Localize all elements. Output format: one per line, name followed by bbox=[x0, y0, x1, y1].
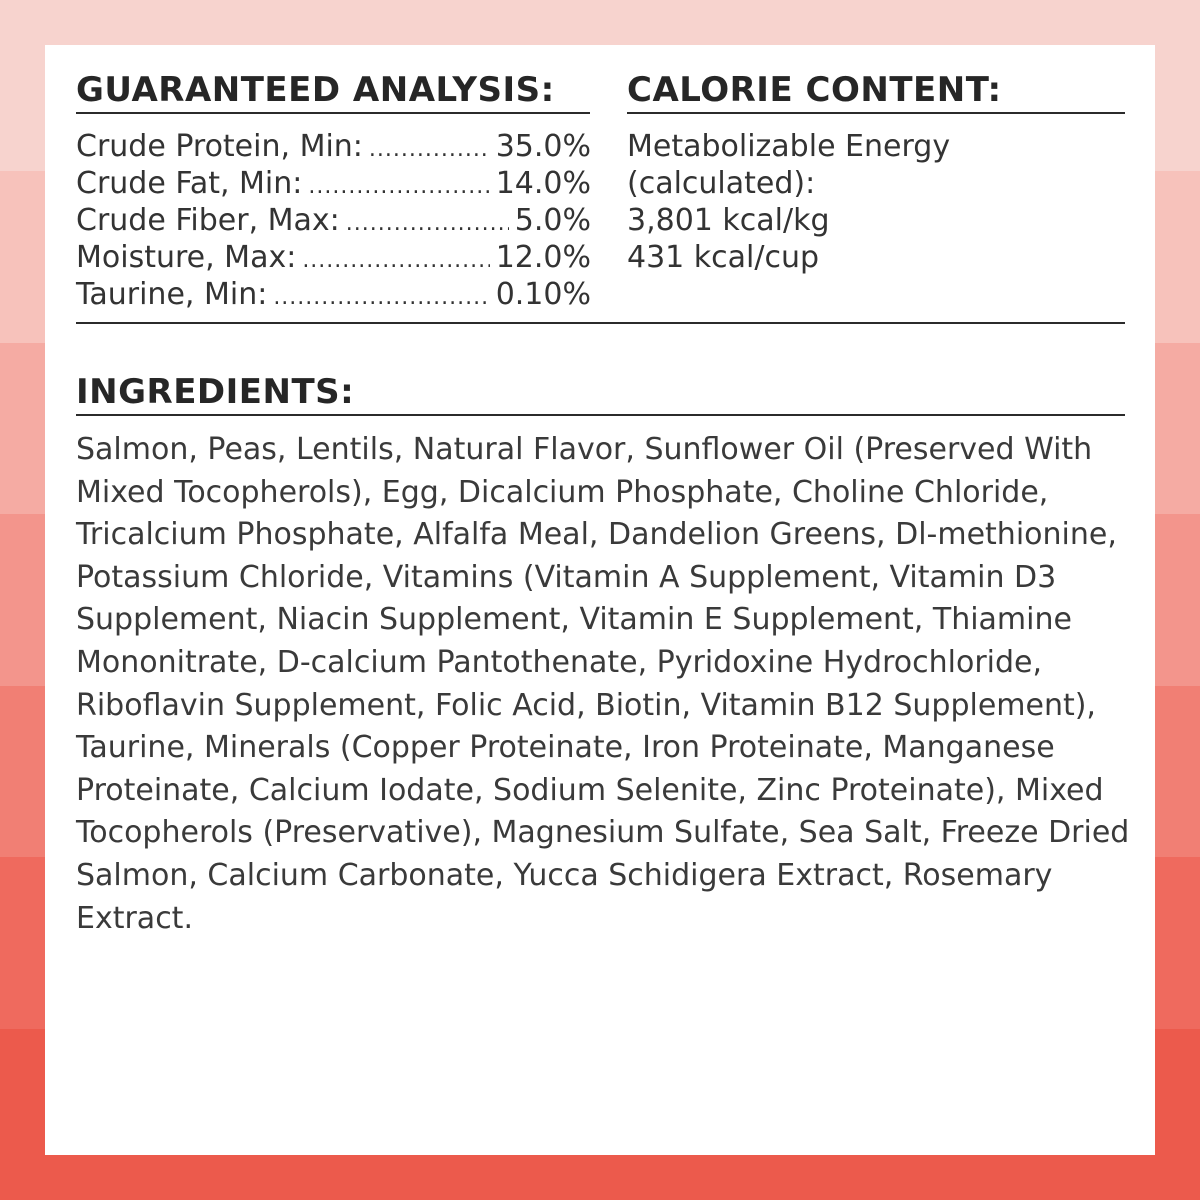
analysis-label: Taurine, Min: bbox=[76, 277, 268, 312]
dot-leader bbox=[346, 205, 509, 242]
analysis-label: Crude Protein, Min: bbox=[76, 129, 363, 164]
calorie-content-rule bbox=[627, 112, 1125, 114]
ingredients-list: Salmon, Peas, Lentils, Natural Flavor, Sunflower Oil (Preserved With Mixed Tocopherols), Egg, Dicalcium Phosphate, Choline Chloride, Tricalcium Phosphate, Alfalfa Meal, Dandelion Greens, Dl-methionine, Potassium Chloride, Vitamins (Vitamin A Supplement, Vitamin D3 Supplement, Niacin Supplement, Vitamin E Supplement, Thiamine Mononitrate, D-calcium Pantothenate, Pyridoxine Hydrochloride, Riboflavin Supplement, Folic Acid, Biotin, Vitamin B12 Supplement), Taurine, Minerals (Copper Proteinate, Iron Proteinate, Manganese Proteinate, Calcium Iodate, Sodium Selenite, Zinc Proteinate), Mixed Tocopherols (Preservative), Magnesium Sulfate, Sea Salt, Freeze Dried Salmon, Calcium Carbonate, Yucca Schidigera Extract, Rosemary Extract. bbox=[76, 432, 1130, 936]
analysis-label: Moisture, Max: bbox=[76, 240, 297, 275]
analysis-row-moisture bbox=[76, 239, 591, 276]
guaranteed-analysis-title: GUARANTEED ANALYSIS: bbox=[76, 70, 555, 110]
calorie-content-title: CALORIE CONTENT: bbox=[627, 70, 1002, 110]
analysis-value: 5.0% bbox=[514, 203, 591, 238]
ingredients-title: INGREDIENTS: bbox=[76, 372, 355, 412]
dot-leader bbox=[273, 279, 489, 316]
calorie-line: Metabolizable Energy bbox=[627, 129, 951, 164]
analysis-value: 12.0% bbox=[495, 240, 591, 275]
section-divider bbox=[76, 322, 1125, 324]
analysis-row-crude-fat bbox=[76, 165, 591, 202]
calorie-line: 431 kcal/cup bbox=[627, 240, 820, 275]
analysis-value: 35.0% bbox=[495, 129, 591, 164]
ingredients-rule bbox=[76, 414, 1125, 416]
dot-leader bbox=[369, 131, 490, 168]
label-card bbox=[45, 45, 1155, 1155]
dot-leader bbox=[302, 242, 489, 279]
analysis-label: Crude Fiber, Max: bbox=[76, 203, 340, 238]
analysis-row-crude-fiber bbox=[76, 202, 591, 239]
guaranteed-analysis-rule bbox=[76, 112, 590, 114]
analysis-row-crude-protein bbox=[76, 128, 591, 165]
analysis-label: Crude Fat, Min: bbox=[76, 166, 303, 201]
analysis-value: 0.10% bbox=[495, 277, 591, 312]
calorie-line: (calculated): bbox=[627, 166, 816, 201]
analysis-value: 14.0% bbox=[495, 166, 591, 201]
calorie-line: 3,801 kcal/kg bbox=[627, 203, 830, 238]
analysis-row-taurine bbox=[76, 276, 591, 313]
dot-leader bbox=[308, 168, 489, 205]
